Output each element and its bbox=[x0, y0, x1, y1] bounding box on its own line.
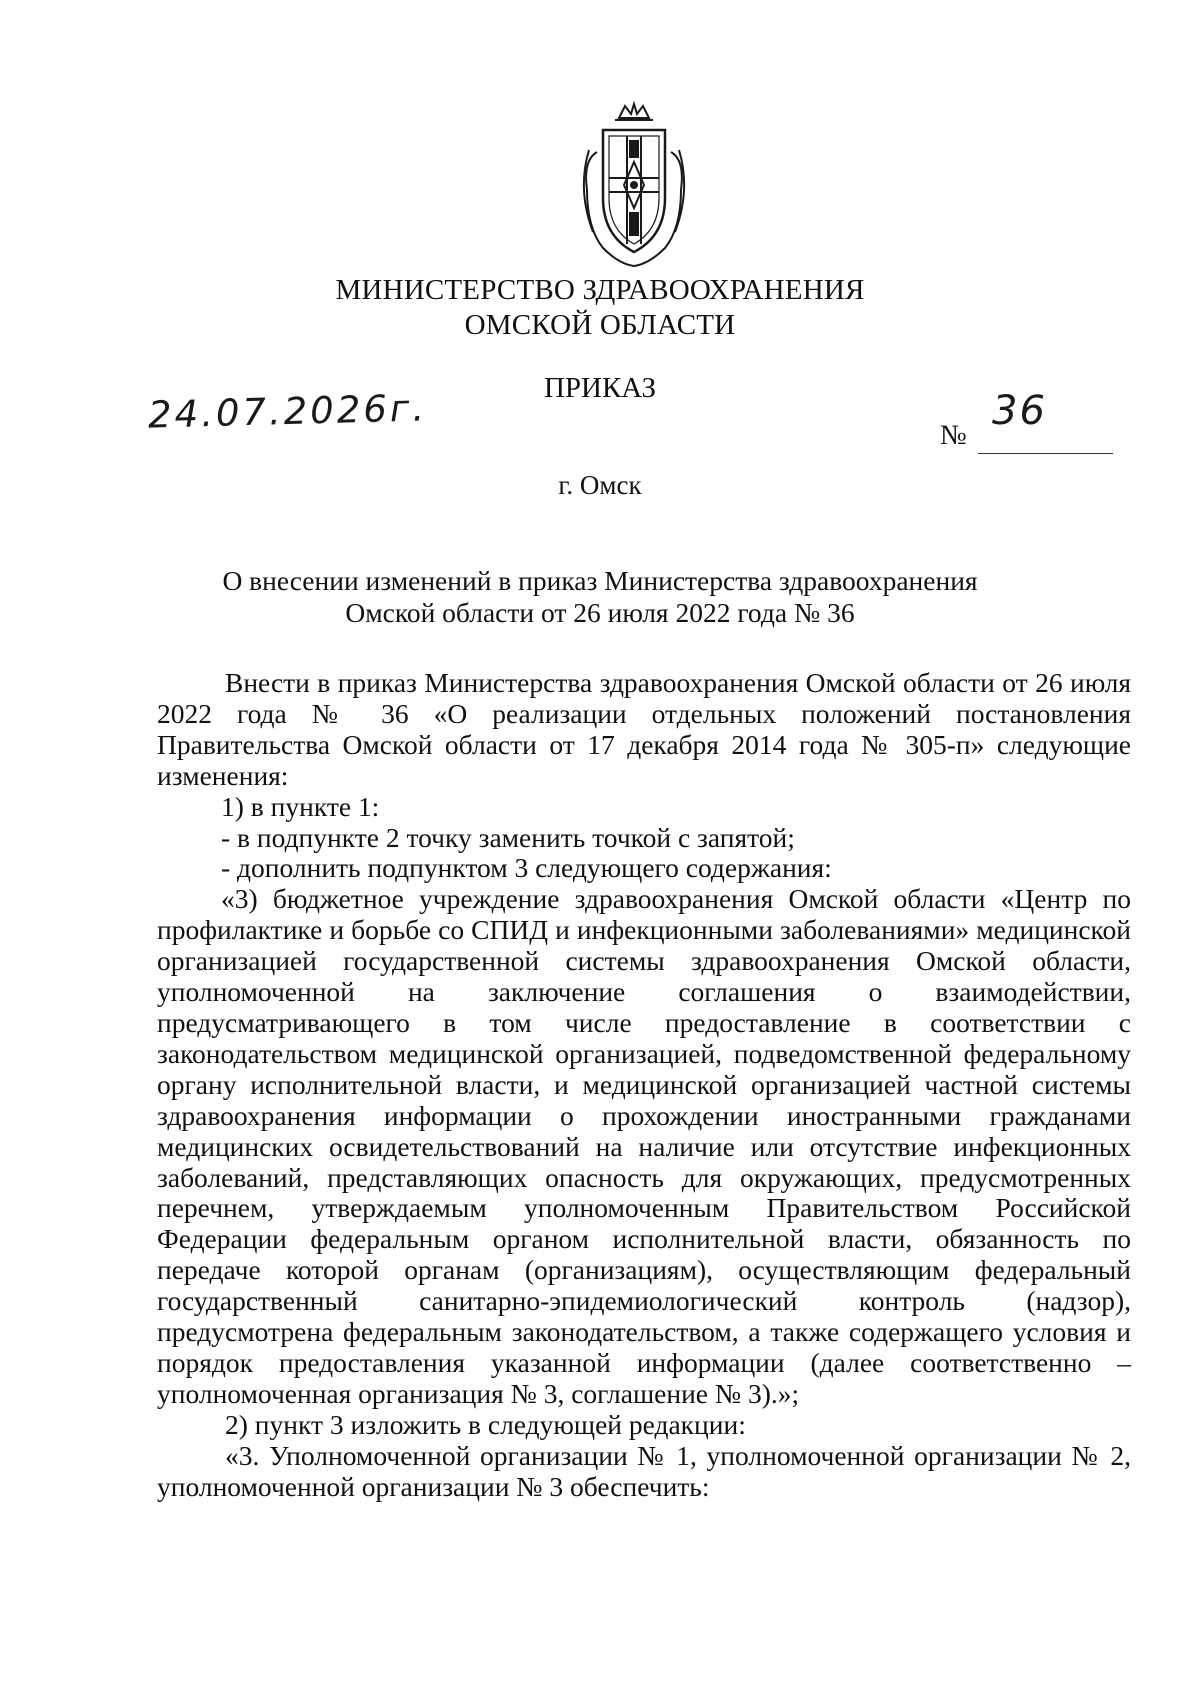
order-subject bbox=[0, 565, 1200, 629]
paragraph-intro: Внести в приказ Министерства здравоохранения Омской области от 26 июля 2022 года № 36 «О реализации отдельных положений постановления Правительства Омской области от 17 декабря 2014 года № 305-п» следующие изменения: bbox=[157, 667, 1131, 791]
subject-line-2: Омской области от 26 июля 2022 года № 36 bbox=[345, 597, 855, 628]
number-underline bbox=[978, 453, 1113, 454]
paragraph-subitem-2: - в подпункте 2 точку заменить точкой с запятой; bbox=[221, 821, 795, 853]
order-body bbox=[157, 668, 1131, 1502]
handwritten-date: 24.07.2026г. bbox=[147, 386, 428, 437]
doc-type: ПРИКАЗ bbox=[543, 372, 657, 404]
number-label: № bbox=[940, 420, 967, 451]
ministry-line-2: ОМСКОЙ ОБЛАСТИ bbox=[464, 309, 736, 341]
paragraph-item-2: 2) пункт 3 изложить в следующей редакции: bbox=[225, 1408, 746, 1440]
coat-of-arms-icon bbox=[569, 100, 699, 270]
city: г. Омск bbox=[558, 470, 642, 500]
subject-line-1: О внесении изменений в приказ Министерства здравоохранения bbox=[222, 565, 978, 596]
ministry-name bbox=[0, 273, 1200, 343]
paragraph-item-1: 1) в пункте 1: bbox=[221, 790, 380, 822]
paragraph-subitem-3: - дополнить подпунктом 3 следующего содержания: bbox=[221, 852, 832, 884]
paragraph-new-subitem-text: «3) бюджетное учреждение здравоохранения Омской области «Центр по профилактике и борьбе со СПИД и инфекционными заболеваниями» медицинской организацией государственной системы здравоохранения Омской области, уполномоченной на заключение соглашения о взаимодействии, предусматривающего в том числе предоставление в соответствии с законодательством медицинской организацией, подведомственной федеральному органу исполнительной власти, и медицинской организацией частной системы здравоохранения информации о прохождении иностранными гражданами медицинских освидетельствований на наличие или отсутствие инфекционных заболеваний, представляющих опасность для окружающих, предусмотренных перечнем, утверждаемым уполномоченным Правительством Российской Федерации федеральным органом исполнительной власти, обязанность по передаче которой органам (организациям), осуществляющим федеральный государственный санитарно-эпидемиологический контроль (надзор), предусмотрена федеральным законодательством, а также содержащего условия и порядок предоставления указанной информации (далее соответственно – уполномоченная организация № 3, соглашение № 3).»; bbox=[157, 883, 1131, 1409]
paragraph-new-point-3: «3. Уполномоченной организации № 1, уполномоченной организации № 2, уполномоченной организации № 3 обеспечить: bbox=[157, 1439, 1131, 1502]
handwritten-number: 36 bbox=[992, 388, 1047, 434]
ministry-line-1: МИНИСТЕРСТВО ЗДРАВООХРАНЕНИЯ bbox=[335, 274, 865, 306]
